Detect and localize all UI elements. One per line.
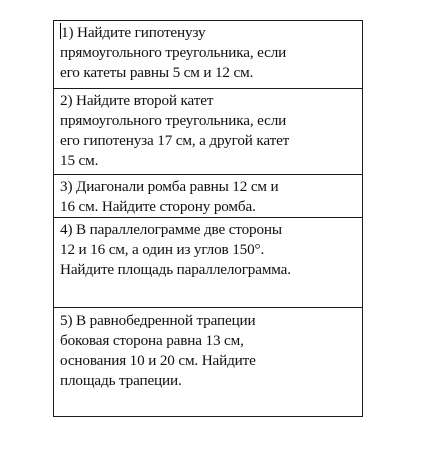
task-text-4: 4) В параллелограмме две стороны 12 и 16 см, а один из углов 150°. Найдите площадь параллелограмма. (60, 221, 291, 278)
task-cell-5[interactable] (54, 308, 362, 416)
task-text-2: 2) Найдите второй катет прямоугольного треугольника, если его гипотенуза 17 см, а другой катет 15 см. (60, 92, 290, 169)
task-cell-4[interactable] (54, 218, 362, 308)
task-cell-1[interactable] (54, 21, 362, 89)
task-text-3: 3) Диагонали ромба равны 12 см и 16 см. Найдите сторону ромба. (60, 178, 279, 215)
task-text-1: 1) Найдите гипотенузу прямоугольного треугольника, если его катеты равны 5 см и 12 см. (60, 24, 287, 81)
task-cell-2[interactable] (54, 89, 362, 175)
task-cell-3[interactable] (54, 175, 362, 218)
task-text-5: 5) В равнобедренной трапеции боковая сторона равна 13 см, основания 10 и 20 см. Найдите площадь трапеции. (60, 312, 256, 389)
task-table (53, 20, 363, 417)
